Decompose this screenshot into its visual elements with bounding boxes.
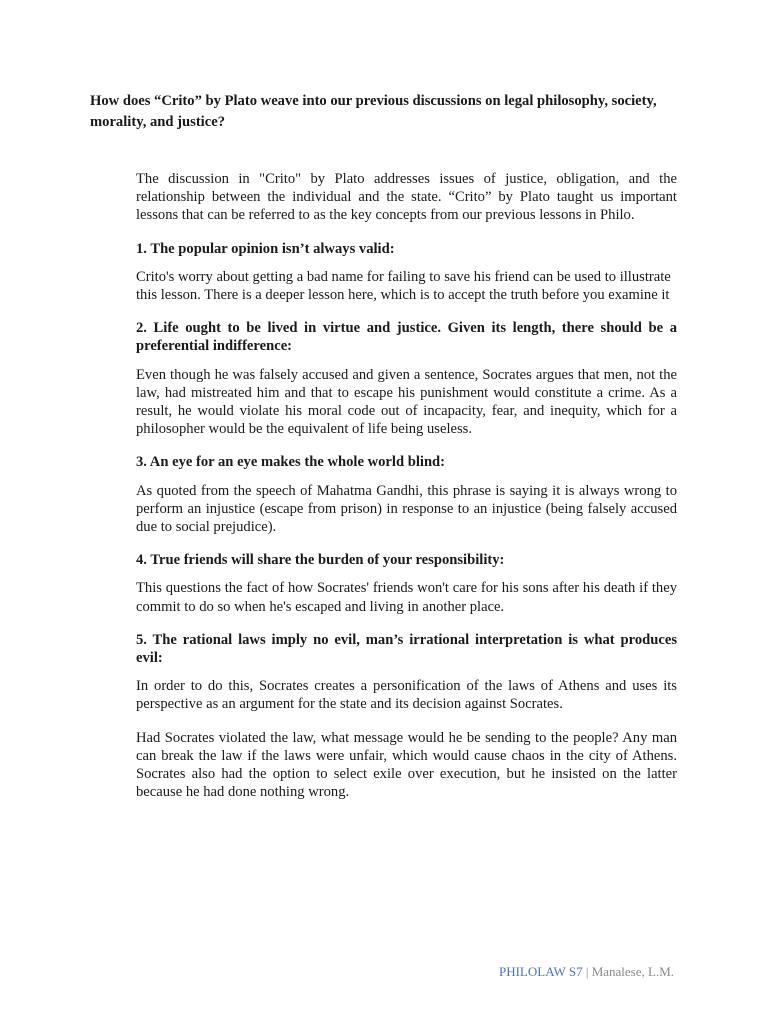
section-heading-3: 3. An eye for an eye makes the whole world blind: — [136, 454, 446, 471]
section-heading-4: 4. True friends will share the burden of your responsibility: — [136, 552, 505, 569]
section-heading-1: 1. The popular opinion isn’t always valid: — [136, 240, 395, 257]
section-paragraph-4: This questions the fact of how Socrates' friends won't care for his sons after his death if they commit to do so when he's escaped and living in another place. — [136, 580, 677, 615]
document-body — [136, 170, 677, 816]
page-footer — [499, 964, 674, 980]
section-paragraph-1: Crito's worry about getting a bad name for failing to save his friend can be used to illustrate this lesson. There is a deeper lesson here, which is to accept the truth before you examine it — [136, 268, 671, 304]
footer-separator: | — [582, 964, 592, 979]
footer-author: Manalese, L.M. — [591, 964, 674, 979]
section-heading-2: 2. Life ought to be lived in virtue and justice. Given its length, there should be a preferential indifference: — [136, 320, 677, 355]
section-paragraph-5b: Had Socrates violated the law, what message would he be sending to the people? Any man can break the law if the laws were unfair, which would cause chaos in the city of Athens. Socrates also had the option to select exile over execution, but he insisted on the latter because he had done nothing wrong. — [136, 729, 677, 801]
section-heading-5: 5. The rational laws imply no evil, man’s irrational interpretation is what produces evil: — [136, 631, 677, 667]
question-heading: How does “Crito” by Plato weave into our previous discussions on legal philosophy, society, morality, and justice? — [90, 93, 657, 130]
section-paragraph-5a: In order to do this, Socrates creates a personification of the laws of Athens and uses its perspective as an argument for the state and its decision against Socrates. — [136, 678, 677, 713]
section-paragraph-2: Even though he was falsely accused and given a sentence, Socrates argues that men, not the law, had mistreated him and that to escape his punishment would constitute a crime. As a result, he would violate his moral code out of incapacity, fear, and inequity, which for a philosopher would be the equivalent of life being useless. — [136, 366, 677, 438]
intro-paragraph: The discussion in "Crito" by Plato addresses issues of justice, obligation, and the relationship between the individual and the state. “Crito” by Plato taught us important lessons that can be referred to as the key concepts from our previous lessons in Philo. — [136, 171, 677, 224]
section-paragraph-3: As quoted from the speech of Mahatma Gandhi, this phrase is saying it is always wrong to perform an injustice (escape from prison) in response to an injustice (being falsely accused due to social prejudice). — [136, 482, 677, 536]
footer-course-code: PHILOLAW S7 — [498, 964, 583, 979]
